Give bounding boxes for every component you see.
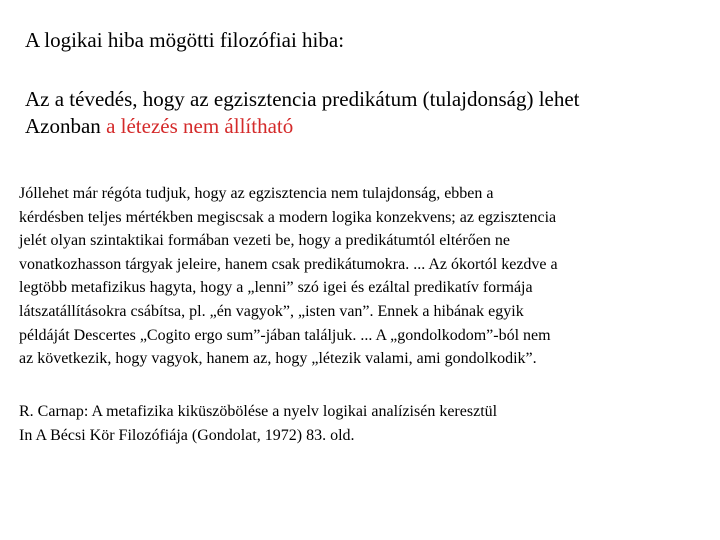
claim-block — [25, 86, 580, 140]
citation — [19, 400, 497, 448]
quote-line: az következik, hogy vagyok, hanem az, hogy „létezik valami, ami gondolkodik”. — [19, 350, 537, 368]
carnap-quote — [19, 182, 703, 371]
citation-author-title: R. Carnap: A metafizika kiküszöbölése a nyelv logikai analízisén keresztül — [19, 403, 498, 420]
quote-line: látszatállításokra csábítsa, pl. „én vagyok”, „isten van”. Ennek a hibának egyik — [19, 302, 524, 320]
quote-line: példáját Descertes „Cogito ergo sum”-jában találjuk. ... A „gondolkodom”-ból nem — [19, 326, 551, 344]
claim-highlight: a létezés nem állítható — [106, 114, 294, 138]
claim-line-2 — [25, 113, 580, 140]
quote-line: vonatkozhasson tárgyak jeleire, hanem csak predikátumokra. ... Az ókortól kezdve a — [19, 255, 558, 273]
citation-publication: In A Bécsi Kör Filozófiája (Gondolat, 1972) 83. old. — [19, 427, 355, 444]
claim-line-2-prefix: Azonban — [25, 114, 107, 138]
slide-heading: A logikai hiba mögötti filozófiai hiba: — [25, 28, 345, 52]
claim-line-1: Az a tévedés, hogy az egzisztencia predikátum (tulajdonság) lehet — [25, 87, 580, 111]
quote-line: kérdésben teljes mértékben megiscsak a modern logika konzekvens; az egzisztencia — [19, 208, 557, 226]
quote-line: Jóllehet már régóta tudjuk, hogy az egzisztencia nem tulajdonság, ebben a — [19, 185, 494, 202]
quote-line: legtöbb metafizikus hagyta, hogy a „lenni” szó igei és ezáltal predikatív formája — [19, 279, 533, 297]
quote-line: jelét olyan szintaktikai formában vezeti be, hogy a predikátumtól eltérően ne — [19, 232, 510, 250]
